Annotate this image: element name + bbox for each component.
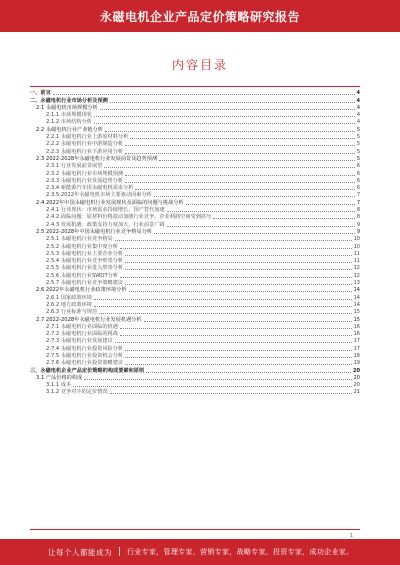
toc-entry[interactable]	[30, 228, 360, 235]
toc-leader-dots	[144, 321, 352, 322]
toc-entry[interactable]	[30, 162, 360, 169]
toc-leader-dots	[120, 335, 352, 336]
toc-entry[interactable]	[30, 374, 360, 381]
toc-entry[interactable]	[30, 359, 360, 366]
toc-entry-text: 2.4.3 发展机遇：政策支持力度加大，行业前景广阔	[46, 221, 165, 228]
toc-entry-page: 6	[356, 185, 360, 192]
toc-entry-page: 6	[356, 163, 360, 170]
toc-entry[interactable]	[30, 388, 360, 395]
toc-entry[interactable]	[30, 155, 360, 162]
toc-entry-text: 2.3.1 行业发展前景展望	[46, 163, 103, 170]
toc-leader-dots	[125, 175, 355, 176]
toc-leader-dots	[154, 233, 355, 234]
toc-entry-page: 9	[356, 228, 360, 235]
toc-leader-dots	[94, 123, 355, 124]
toc-entry-page: 19	[353, 360, 360, 367]
toc-entry-text: 2.7.4 永磁电机行业投资风险分析	[46, 345, 124, 352]
toc-leader-dots	[115, 240, 352, 241]
toc-entry-text: 2.6 2022年永磁电机行业政策环境分析	[36, 287, 127, 294]
toc-entry-page: 13	[353, 280, 360, 287]
toc-entry[interactable]	[30, 381, 360, 388]
toc-entry[interactable]	[30, 250, 360, 257]
toc-leader-dots	[125, 357, 352, 358]
toc-entry-text: 2.2 永磁电机行业产业链分析	[36, 126, 103, 133]
toc-entry-page: 5	[356, 134, 360, 141]
toc-entry-page: 4	[356, 97, 360, 104]
toc-leader-dots	[99, 313, 351, 314]
toc-entry[interactable]	[30, 213, 360, 220]
toc-leader-dots	[129, 291, 352, 292]
toc-entry-page: 11	[353, 250, 360, 257]
toc-entry-page: 5	[356, 148, 360, 155]
toc-leader-dots	[94, 299, 352, 300]
toc-entry-page: 18	[353, 352, 360, 359]
toc-entry-text: 2.6.2 地方政策环境	[46, 301, 92, 308]
toc-entry[interactable]	[30, 257, 360, 264]
table-of-contents	[30, 86, 360, 530]
toc-entry-page: 4	[356, 119, 360, 126]
toc-entry-text: 2.1 永磁电机市场规模分析	[36, 104, 98, 111]
toc-entry[interactable]	[30, 242, 360, 249]
toc-entry[interactable]	[30, 235, 360, 242]
toc-entry-page: 7	[356, 199, 360, 206]
toc-entry[interactable]	[30, 308, 360, 315]
toc-leader-dots	[120, 248, 352, 249]
toc-leader-dots	[110, 393, 352, 394]
toc-leader-dots	[125, 182, 355, 183]
toc-entry-page: 11	[353, 258, 360, 265]
toc-leader-dots	[167, 226, 355, 227]
toc-entry[interactable]	[30, 118, 360, 125]
toc-entry[interactable]	[30, 96, 360, 103]
toc-entry-page: 4	[356, 90, 360, 97]
toc-entry-page: 17	[353, 345, 360, 352]
toc-entry-page: 10	[353, 236, 360, 243]
toc-entry-text: 3.1.1 成本	[46, 382, 72, 389]
toc-entry[interactable]	[30, 89, 360, 96]
toc-leader-dots	[94, 116, 355, 117]
toc-title: 内容目录	[171, 58, 228, 72]
toc-entry-text: 三、永磁电机企业产品定价策略的构成要素和原则	[30, 367, 145, 374]
toc-leader-dots	[167, 211, 355, 212]
toc-entry[interactable]	[30, 344, 360, 351]
toc-entry-page: 16	[353, 331, 360, 338]
toc-leader-dots	[135, 189, 354, 190]
toc-entry-text: 2.5 2022-2028年中国永磁电机行业竞争格局分析	[36, 228, 152, 235]
toc-entry-page: 14	[353, 294, 360, 301]
toc-entry-page: 15	[353, 316, 360, 323]
toc-entry-page: 7	[356, 192, 360, 199]
header-bar	[0, 0, 400, 32]
toc-entry-page: 8	[356, 214, 360, 221]
toc-entry[interactable]	[30, 191, 360, 198]
toc-entry-page: 4	[356, 104, 360, 111]
footer-slogan-left: 让每个人都能成为	[48, 547, 112, 557]
toc-entry-text: 2.6.3 行业标准与规范	[46, 309, 98, 316]
toc-entry-page: 15	[353, 309, 360, 316]
toc-entry-text: 2.4.2 面临问题：原材料价格波动加剧行业竞争，企业利润空间受到挤压	[46, 214, 212, 221]
toc-entry-page: 14	[353, 301, 360, 308]
toc-entry-page: 20	[353, 374, 360, 381]
toc-entry-page: 14	[353, 287, 360, 294]
toc-leader-dots	[125, 255, 352, 256]
toc-entry-page: 16	[353, 323, 360, 330]
toc-entry-text: 2.2.2 永磁电机行业中游制造分析	[46, 141, 124, 148]
toc-entry[interactable]	[30, 279, 360, 286]
toc-leader-dots	[125, 145, 355, 146]
toc-entry-text: 2.7.6 永磁电机行业投资策略建议	[46, 360, 124, 367]
toc-leader-dots	[125, 364, 352, 365]
toc-entry-text: 3.1.2 竞争对手的定价情况	[46, 389, 108, 396]
toc-leader-dots	[120, 328, 352, 329]
toc-entry[interactable]	[30, 147, 360, 154]
toc-entry-text: 2.7.2 永磁电机行业面临的挑战	[46, 331, 118, 338]
toc-leader-dots	[130, 138, 355, 139]
toc-leader-dots	[115, 342, 352, 343]
toc-entry[interactable]	[30, 301, 360, 308]
toc-entry[interactable]	[30, 140, 360, 147]
toc-entry-text: 2.1.2 市场结构分析	[46, 119, 92, 126]
toc-entry[interactable]	[30, 169, 360, 176]
footer-slogan-right: 行业专家，管理专家，营销专家，战略专家，投资专家，成功企业家。	[127, 548, 354, 556]
toc-entry-page: 5	[356, 141, 360, 148]
toc-entry-text: 二、永磁电机行业市场分析及预测	[30, 97, 108, 104]
toc-entry-text: 一、前言	[30, 90, 51, 97]
toc-leader-dots	[110, 102, 355, 103]
toc-leader-dots	[125, 262, 352, 263]
toc-entry-page: 6	[356, 170, 360, 177]
footer-separator: |	[118, 547, 122, 557]
toc-entry[interactable]	[30, 337, 360, 344]
toc-entry[interactable]	[30, 366, 360, 373]
toc-entry-text: 2.5.5 永磁电机行业进入壁垒分析	[46, 265, 124, 272]
toc-entry-text: 2.3.4 新能源汽车用永磁电机需求分析	[46, 185, 134, 192]
toc-leader-dots	[94, 306, 352, 307]
toc-entry-text: 2.5.7 永磁电机行业竞争策略建议	[46, 280, 124, 287]
toc-leader-dots	[159, 160, 355, 161]
toc-entry-text: 2.4 2022年中国永磁电机行业发展现状及面临的问题与挑战分析	[36, 199, 184, 206]
toc-entry[interactable]	[30, 104, 360, 111]
toc-entry[interactable]	[30, 352, 360, 359]
toc-leader-dots	[186, 204, 355, 205]
toc-entry-page: 5	[356, 126, 360, 133]
toc-entry-page: 21	[353, 389, 360, 396]
toc-entry-page: 10	[353, 243, 360, 250]
toc-entry[interactable]	[30, 264, 360, 271]
toc-entry-text: 2.3 2022-2028年永磁电机行业发展前景及趋势预测	[36, 155, 158, 162]
toc-entry-page: 8	[356, 207, 360, 214]
toc-leader-dots	[100, 109, 355, 110]
toc-entry-text: 2.4.1 行业现状：市场需求持续增长，国产替代加速	[46, 207, 165, 214]
toc-entry-text: 2.3.3 永磁电机行业发展趋势分析	[46, 177, 124, 184]
toc-entry-text: 2.5.2 永磁电机行业集中度分析	[46, 243, 118, 250]
toc-leader-dots	[125, 153, 355, 154]
toc-entry-text: 3.1 产品价格的构成	[36, 374, 83, 381]
page-number: 1	[350, 533, 354, 539]
toc-entry-text: 2.5.3 永磁电机行业主要企业分析	[46, 250, 124, 257]
toc-entry-text: 2.7 2022-2028年永磁电机行业发展机遇分析	[36, 316, 142, 323]
toc-leader-dots	[146, 372, 351, 373]
toc-entry[interactable]	[30, 198, 360, 205]
toc-entry[interactable]	[30, 184, 360, 191]
toc-entry-text: 2.7.5 永磁电机行业投资机会分析	[46, 352, 124, 359]
toc-entry[interactable]	[30, 315, 360, 322]
toc-entry-text: 2.3.2 永磁电机行业市场规模预测	[46, 170, 124, 177]
report-title: 永磁电机企业产品定价策略研究报告	[99, 9, 300, 24]
toc-entry-page: 9	[356, 221, 360, 228]
toc-leader-dots	[105, 131, 355, 132]
toc-entry-text: 2.1.1 市场规模现状	[46, 112, 92, 119]
toc-entry[interactable]	[30, 330, 360, 337]
toc-entry-text: 2.5.1 永磁电机行业竞争格局	[46, 236, 113, 243]
toc-entry-page: 4	[356, 112, 360, 119]
toc-entry-text: 2.7.1 永磁电机行业面临的机遇	[46, 323, 118, 330]
toc-entry-page: 20	[353, 382, 360, 389]
toc-entry[interactable]	[30, 293, 360, 300]
toc-leader-dots	[104, 167, 354, 168]
toc-entry-page: 5	[356, 155, 360, 162]
toc-entry-text: 2.2.1 永磁电机行业上游原材料分析	[46, 134, 129, 141]
toc-entry[interactable]	[30, 323, 360, 330]
toc-entry-text: 2.5.6 永磁电机行业SWOT分析	[46, 272, 119, 279]
toc-leader-dots	[73, 386, 351, 387]
toc-entry[interactable]	[30, 220, 360, 227]
toc-leader-dots	[154, 196, 355, 197]
toc-entry-page: 12	[353, 272, 360, 279]
toc-leader-dots	[120, 277, 352, 278]
toc-leader-dots	[84, 379, 351, 380]
toc-leader-dots	[213, 218, 355, 219]
toc-entry-text: 2.6.1 国家政策环境	[46, 294, 92, 301]
toc-leader-dots	[125, 350, 352, 351]
toc-entry-page: 17	[353, 338, 360, 345]
toc-entry-text: 2.3.5 2022年永磁电机市场主要驱动因素分析	[46, 192, 152, 199]
toc-leader-dots	[125, 284, 352, 285]
toc-entry[interactable]	[30, 177, 360, 184]
toc-entry[interactable]	[30, 111, 360, 118]
toc-entry-text: 2.7.3 永磁电机行业发展建议	[46, 338, 113, 345]
footer-bar	[0, 539, 400, 565]
toc-entry-text: 2.5.4 永磁电机行业竞争壁垒分析	[46, 258, 124, 265]
toc-leader-dots	[53, 94, 355, 95]
toc-entry[interactable]	[30, 206, 360, 213]
toc-entry[interactable]	[30, 286, 360, 293]
toc-entry-page: 6	[356, 177, 360, 184]
toc-leader-dots	[125, 269, 352, 270]
toc-entry-page: 20	[353, 367, 360, 374]
toc-entry-text: 2.2.3 永磁电机行业下游应用分析	[46, 148, 124, 155]
toc-entry[interactable]	[30, 133, 360, 140]
toc-entry-page: 12	[353, 265, 360, 272]
toc-entry[interactable]	[30, 271, 360, 278]
toc-entry[interactable]	[30, 125, 360, 132]
